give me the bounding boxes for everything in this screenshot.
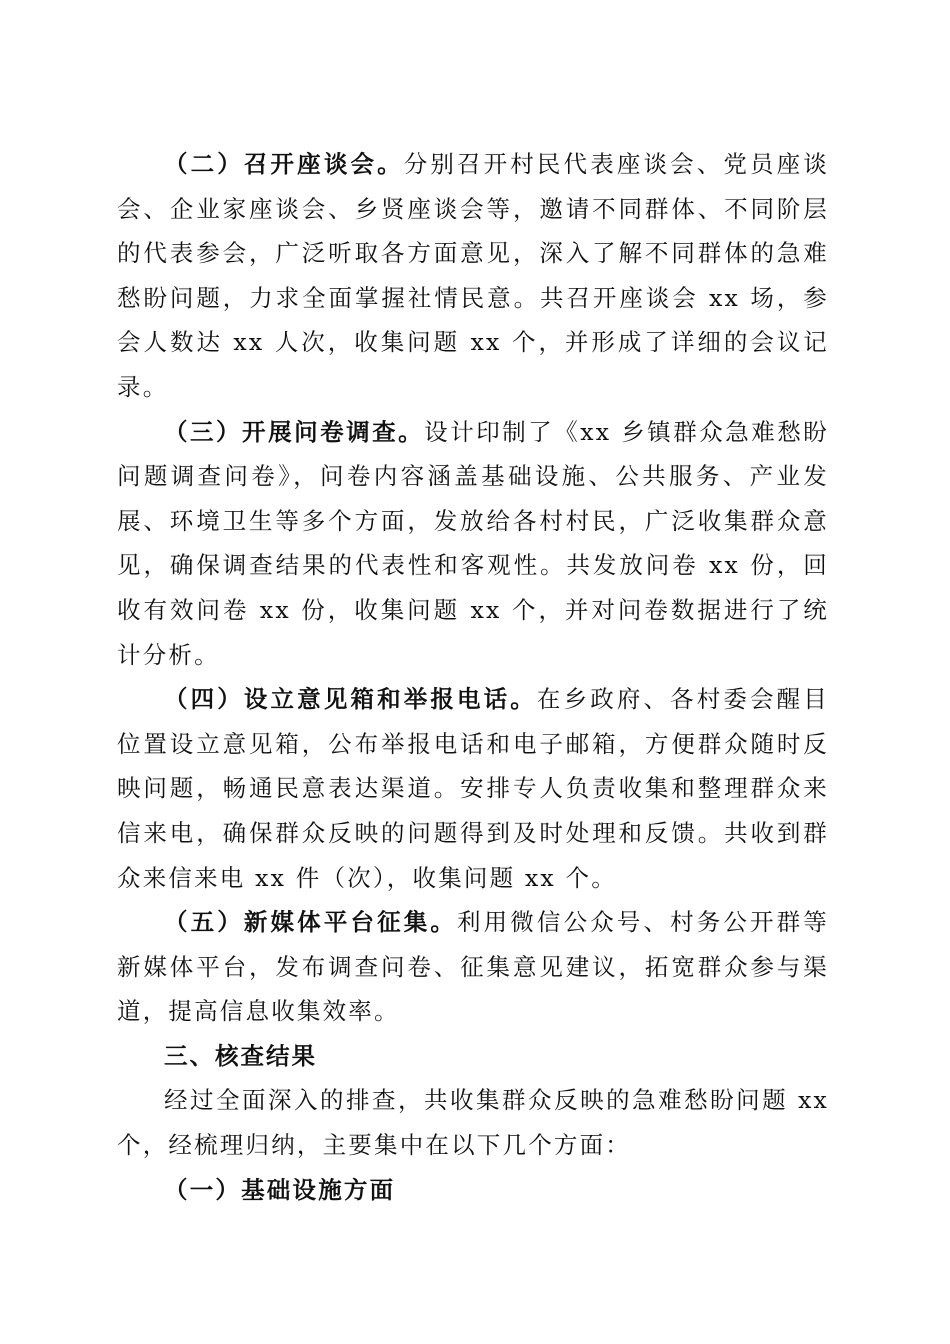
- paragraph-lead: （五）新媒体平台征集。: [164, 908, 458, 937]
- paragraph-summary: 经过全面深入的排查，共收集群众反映的急难愁盼问题 xx 个，经梳理归纳，主要集中在以下几个方面：: [117, 1086, 829, 1160]
- paragraph-lead: （四）设立意见箱和举报电话。: [164, 685, 537, 714]
- document-body: [117, 142, 829, 1212]
- paragraph-text: 设计印制了《xx 乡镇群众急难愁盼问题调查问卷》，问卷内容涵盖基础设施、公共服务、产业发展、环境卫生等多个方面，发放给各村村民，广泛收集群众意见，确保调查结果的代表性和客观性。共发放问卷 xx 份，回收有效问卷 xx 份，收集问题 xx 个，并对问卷数据进行了统计分析。: [117, 417, 829, 669]
- paragraph-suggestion-box: [117, 677, 829, 900]
- paragraph-new-media: [117, 900, 829, 1034]
- paragraph-text: 分别召开村民代表座谈会、党员座谈会、企业家座谈会、乡贤座谈会等，邀请不同群体、不同阶层的代表参会，广泛听取各方面意见，深入了解不同群体的急难愁盼问题，力求全面掌握社情民意。共召开座谈会 xx 场，参会人数达 xx 人次，收集问题 xx 个，并形成了详细的会议记录。: [117, 150, 829, 401]
- paragraph-survey: [117, 410, 829, 678]
- paragraph-lead: （三）开展问卷调查。: [164, 417, 425, 446]
- section-heading: 三、核查结果: [164, 1041, 317, 1070]
- paragraph-text: 在乡政府、各村委会醒目位置设立意见箱，公布举报电话和电子邮箱，方便群众随时反映问题，畅通民意表达渠道。安排专人负责收集和整理群众来信来电，确保群众反映的问题得到及时处理和反馈。共收到群众来信来电 xx 件（次），收集问题 xx 个。: [117, 685, 829, 892]
- paragraph-text: 利用微信公众号、村务公开群等新媒体平台，发布调查问卷、征集意见建议，拓宽群众参与渠道，提高信息收集效率。: [117, 908, 829, 1026]
- paragraph-forum: [117, 142, 829, 410]
- subsection-heading: （一）基础设施方面: [164, 1175, 396, 1204]
- paragraph-lead: （二）召开座谈会。: [164, 150, 404, 178]
